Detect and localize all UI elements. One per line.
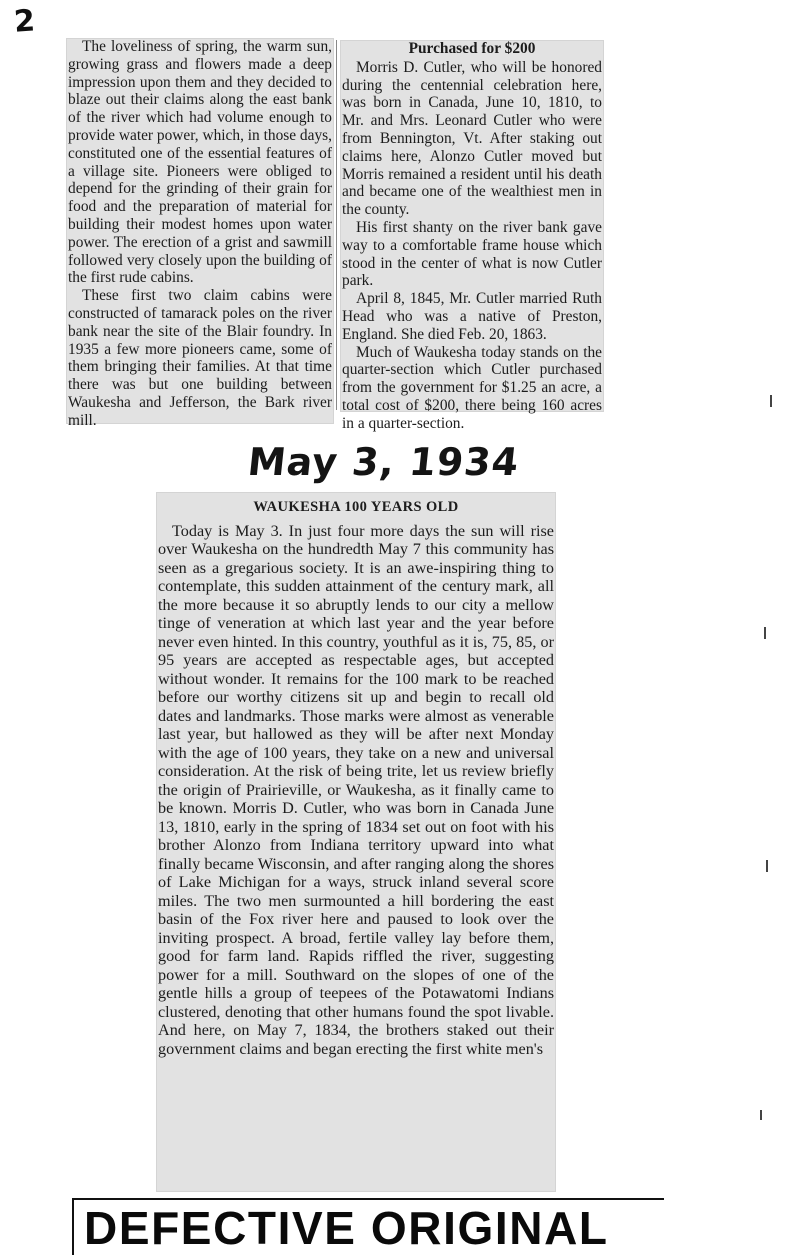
defective-original-stamp: [72, 1198, 664, 1255]
right-paragraph-3: April 8, 1845, Mr. Cutler married Ruth Head who was a native of Preston, England. She died Feb. 20, 1863.: [342, 290, 602, 343]
clipping-left-column: [66, 38, 334, 429]
margin-mark: [760, 1110, 762, 1120]
clipping-right-column: [340, 40, 604, 432]
clipping-main-article: [156, 492, 556, 1192]
page-number: 2: [12, 3, 37, 40]
margin-mark: [766, 860, 768, 872]
margin-mark: [764, 627, 766, 639]
left-paragraph-1: The loveliness of spring, the warm sun, growing grass and flowers made a deep impression upon them and they decided to blaze out their claims along the east bank of the river which had volume enough to provide water power, which, in those days, constituted one of the essential features of a village site. Pioneers were obliged to depend for the grinding of their grain for food and the preparation of material for building their modest homes upon water power. The erection of a grist and sawmill followed very closely upon the building of the first rude cabins.: [68, 38, 332, 287]
margin-mark: [770, 395, 772, 407]
column-divider: [336, 40, 337, 410]
purchased-headline: Purchased for $200: [408, 40, 536, 57]
handwritten-date: May 3, 1934: [245, 440, 522, 484]
article-body: Today is May 3. In just four more days the sun will rise over Waukesha on the hundredth May 7 this community has seen as a gregarious society. It is an awe-inspiring thing to contemplate, this sudden attainment of the century mark, all the more because it so abruptly lends to our city a mellow tinge of veneration at which last year and the year before never even hinted. In this country, youthful as it is, 75, 85, or 95 years are accepted as respectable ages, but accepted without wonder. It remains for the 100 mark to be reached before our worthy citizens sit up and begin to recall old dates and landmarks. Those marks were almost as venerable last year, but hallowed as they will be after next Monday with the age of 100 years, they take on a new and universal consideration. At the risk of being trite, let us review briefly the origin of Prairieville, or Waukesha, as it finally came to be known. Morris D. Cutler, who was born in Canada June 13, 1810, early in the spring of 1834 set out on foot with his brother Alonzo from Indiana territory upward into what finally became Wisconsin, and after ranging along the shores of Lake Michigan for a ways, struck inland several score miles. The two men surmounted a hill bordering the east basin of the Fox river here and paused to look over the inviting prospect. A broad, fertile valley lay before them, good for farm land. Rapids riffled the river, suggesting power for a mill. Southward on the slopes of one of the gentle hills a group of teepees of the Potawatomi Indians clustered, denoting that other humans found the spot livable. And here, on May 7, 1834, the brothers staked out their government claims and began erecting the first white men's: [158, 521, 554, 1058]
left-paragraph-2: These first two claim cabins were constructed of tamarack poles on the river bank near the site of the Blair foundry. In 1935 a few more pioneers came, some of them bringing their families. At that time there was but one building between Waukesha and Jefferson, the Bark river mill.: [68, 287, 332, 429]
right-paragraph-4: Much of Waukesha today stands on the quarter-section which Cutler purchased from the government for $1.25 an acre, a total cost of $200, there being 160 acres in a quarter-section.: [342, 343, 602, 432]
right-paragraph-2: His first shanty on the river bank gave way to a comfortable frame house which stood in the center of what is now Cutler park.: [342, 218, 602, 290]
right-paragraph-1: Morris D. Cutler, who will be honored during the centennial celebration here, was born in Canada, June 10, 1810, to Mr. and Mrs. Leonard Cutler who were from Bennington, Vt. After staking out claims here, Alonzo Cutler moved but Morris remained a resident until his death and became one of the wealthiest men in the county.: [342, 58, 602, 219]
article-title: WAUKESHA 100 YEARS OLD: [253, 499, 459, 515]
stamp-text: DEFECTIVE ORIGINAL: [84, 1202, 609, 1254]
